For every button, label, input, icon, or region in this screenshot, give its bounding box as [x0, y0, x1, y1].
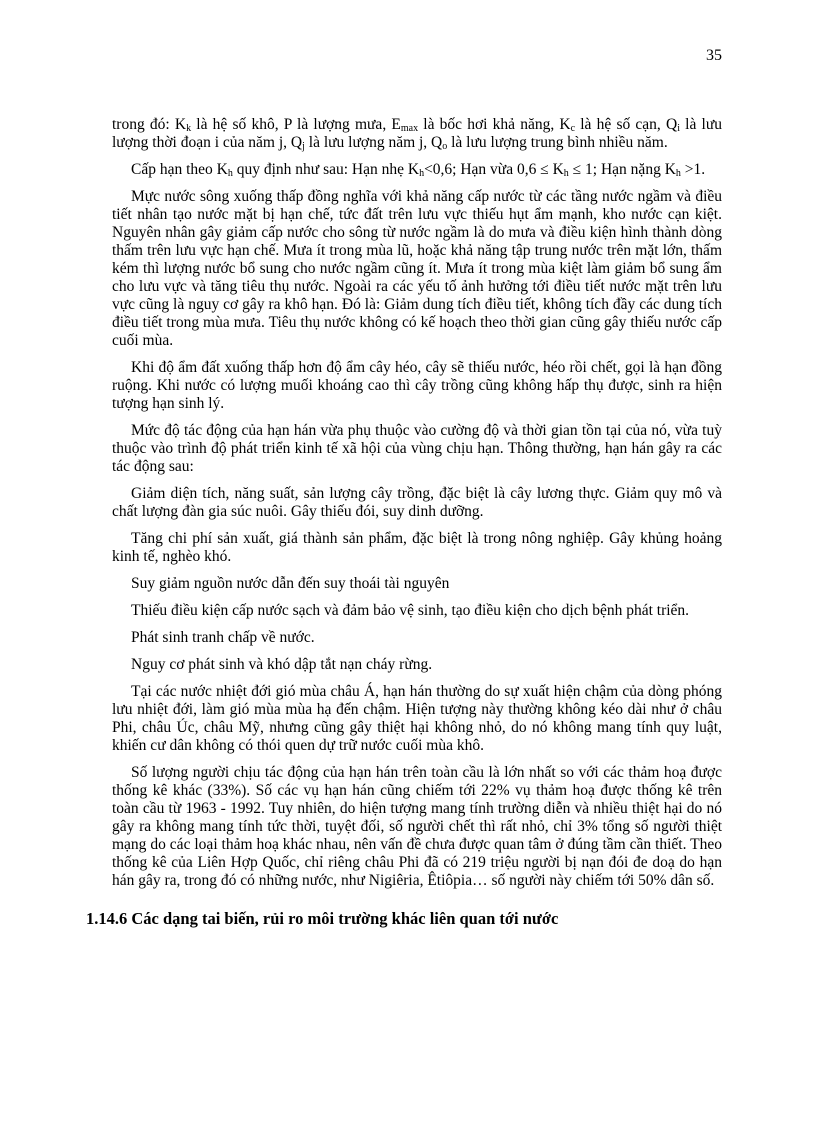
list-item: Thiếu điều kiện cấp nước sạch và đảm bảo vệ sinh, tạo điều kiện cho dịch bệnh phát triển. [131, 602, 690, 619]
page-number: 35 [706, 47, 722, 64]
paragraph-low-river-water: Mực nước sông xuống thấp đồng nghĩa với khả năng cấp nước từ các tầng nước ngầm và điều tiết nhân tạo nước mặt bị hạn chế, tức đất trên lưu vực thiếu hụt ẩm mạnh, kho nước cạn kiệt. Nguyên nhân gây giảm cấp nước cho sông từ nước ngầm là do mưa và điều kiện hình thành dòng thấm trên lưu vực hạn chế. Mưa ít trong mùa lũ, hoặc khả năng tập trung nước trên mặt lớn, thấm kém thì lượng nước bổ sung cho nước ngầm cũng ít. Mưa ít trong mùa kiệt làm giảm bổ sung ẩm cho lưu vực và tăng tiêu thụ nước. Ngoài ra các yếu tố ảnh hưởng tới điều tiết nước mặt trên lưu vực cũng là nguy cơ gây ra khô hạn. Đó là: Giảm dung tích điều tiết, không tích đầy các dung tích điều tiết trong mùa mưa. Tiêu thụ nước không có kế hoạch theo thời gian cũng gây thiếu nước cấp cuối mùa. [112, 188, 722, 349]
paragraph-impact-intro: Mức độ tác động của hạn hán vừa phụ thuộc vào cường độ và thời gian tồn tại của nó, vừa tuỳ thuộc vào trình độ phát triển kinh tế xã hội của vùng chịu hạn. Thông thường, hạn hán gây ra các tác động sau: [112, 422, 722, 475]
list-item: Phát sinh tranh chấp về nước. [131, 629, 315, 646]
list-item: Nguy cơ phát sinh và khó dập tắt nạn cháy rừng. [131, 656, 433, 673]
list-item: Tăng chi phí sản xuất, giá thành sản phẩm, đặc biệt là trong nông nghiệp. Gây khủng hoảng kinh tế, nghèo khó. [112, 530, 722, 565]
list-item: Suy giảm nguồn nước dẫn đến suy thoái tài nguyên [131, 575, 450, 592]
list-item: Giảm diện tích, năng suất, sản lượng cây trồng, đặc biệt là cây lương thực. Giảm quy mô và chất lượng đàn gia súc nuôi. Gây thiếu đói, suy dinh dưỡng. [112, 485, 722, 520]
paragraph-global-statistics: Số lượng người chịu tác động của hạn hán trên toàn cầu là lớn nhất so với các thảm hoạ được thống kê khác (33%). Số các vụ hạn hán cũng chiếm tới 22% vụ thảm hoạ được thống kê trên toàn cầu từ 1963 - 1992. Tuy nhiên, do hiện tượng mang tính trường diễn và nhiều thiệt hại do nó gây ra không mang tính tức thời, tuyệt đối, số người chết thì rất nhỏ, chỉ 3% tổng số người thiệt mạng do các loại thảm hoạ khác nhau, nên vấn đề chưa được quan tâm ở đúng tầm cần thiết. Theo thống kê của Liên Hợp Quốc, chỉ riêng châu Phi đã có 219 triệu người bị nạn đói đe doạ do hạn hán gây ra, trong đó có những nước, như Nigiêria, Êtiôpia… số người này chiếm tới 50% dân số. [112, 764, 722, 889]
paragraph-definitions: trong đó: $K_k$ là hệ số khô, P là lượng mưa, $E_{max}$ là bốc hơi khả năng, $K_c$ là hệ số cạn, $Q_i$ là lưu lượng thời đoạn i của năm j, $Q_j$ là lưu lượng năm j, $Q_o$ là lưu lượng trung bình nhiều năm. [112, 116, 722, 152]
page-body [86, 116, 722, 929]
section-heading: 1.14.6 Các dạng tai biến, rủi ro môi trường khác liên quan tới nước [86, 909, 559, 928]
paragraph-soil-moisture: Khi độ ẩm đất xuống thấp hơn độ ẩm cây héo, cây sẽ thiếu nước, héo rồi chết, gọi là hạn đồng ruộng. Khi nước có lượng muối khoáng cao thì cây trồng cũng không hấp thụ được, sinh ra hiện tượng hạn sinh lý. [112, 359, 722, 412]
paragraph-asian-monsoon: Tại các nước nhiệt đới gió mùa châu Á, hạn hán thường do sự xuất hiện chậm của dòng phóng lưu nhiệt đới, làm gió mùa mùa hạ đến chậm. Hiện tượng này thường không kéo dài như ở châu Phi, châu Úc, châu Mỹ, nhưng cũng gây thiệt hại không nhỏ, do nó không mang tính quy luật, khiến cư dân không có thói quen dự trữ nước cuối mùa khô. [112, 683, 722, 754]
paragraph-drought-levels: Cấp hạn theo $K_h$ quy định như sau: Hạn nhẹ $K_h<0,6$; Hạn vừa $0,6 \le K_h \le 1$; Hạn nặng $K_h >1$. [131, 161, 706, 179]
